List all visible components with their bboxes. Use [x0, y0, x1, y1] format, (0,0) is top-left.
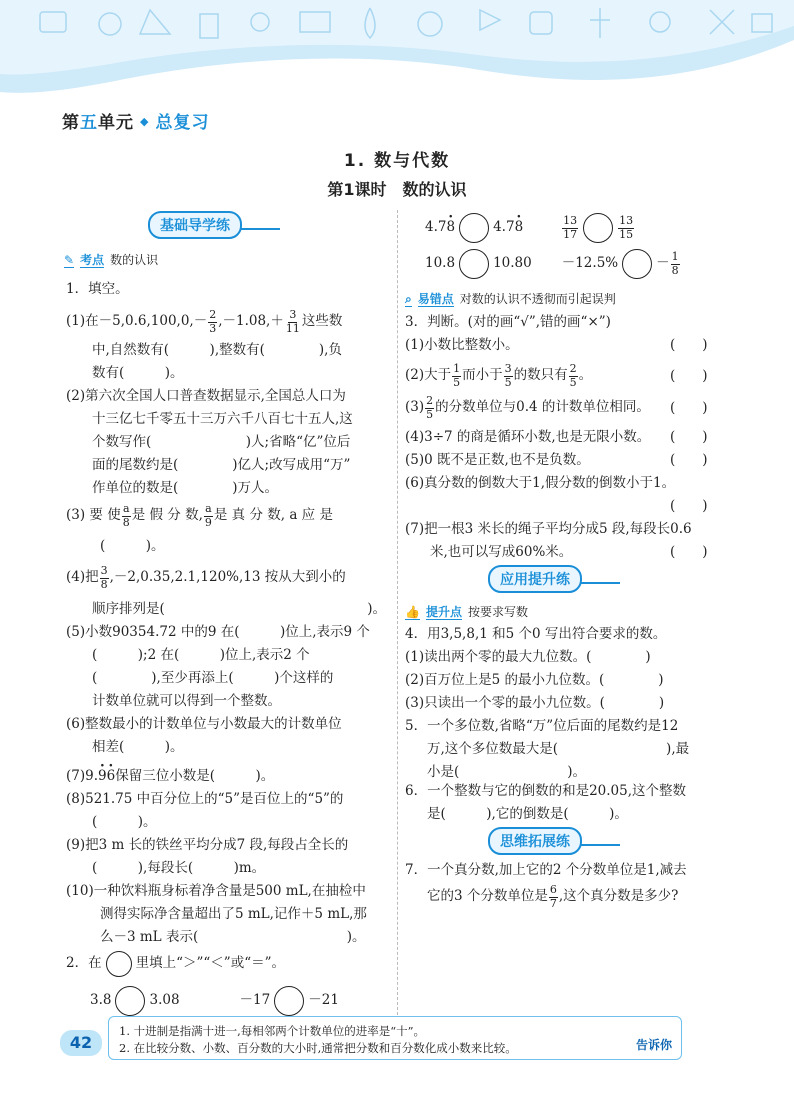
- numerator: 1: [453, 362, 461, 376]
- q1-part3-line2: ( )。: [100, 538, 165, 554]
- q1-part10-line3: 么－3 mL 表示( )。: [100, 929, 366, 945]
- compare-right: 10.80: [493, 255, 532, 272]
- text: 是 假 分 数,: [131, 507, 203, 524]
- column-divider: [397, 210, 398, 1015]
- tag-key: 易错点: [417, 292, 454, 306]
- q1-part9-line2: ( ),每段长( )m。: [92, 860, 266, 876]
- answer-circle[interactable]: [274, 986, 304, 1016]
- judge-3-paren[interactable]: ( ): [670, 400, 708, 416]
- judge-3: [405, 394, 650, 422]
- banner-apply-label: 应用提升练: [488, 565, 582, 593]
- text: 这些数: [301, 313, 343, 330]
- numerator: a: [122, 502, 130, 516]
- fraction: [452, 363, 461, 388]
- denominator: 17: [563, 227, 578, 241]
- compare-right: 3.08: [149, 992, 180, 1009]
- text: 保留三位小数是( )。: [115, 768, 275, 784]
- text: 2．在: [66, 955, 102, 972]
- unit-heading: [62, 108, 209, 133]
- judge-4: (4)3÷7 的商是循环小数,也是无限小数。: [405, 429, 651, 445]
- numerator: 3: [504, 362, 512, 376]
- unit-prefix: 第: [62, 113, 80, 133]
- q1-part5-line4: 计数单位就可以得到一个整数。: [92, 693, 281, 709]
- judge-6: (6)真分数的倒数大于1,假分数的倒数小于1。: [405, 475, 676, 491]
- banner-tail: [240, 220, 280, 230]
- page-number: 42: [60, 1030, 102, 1056]
- q1-part9-line1: (9)把3 m 长的铁丝平均分成7 段,每段占全长的: [66, 837, 349, 853]
- repeating-digit: 8 ·: [515, 221, 524, 235]
- denominator: 5: [453, 375, 461, 389]
- judge-4-paren[interactable]: ( ): [670, 429, 708, 445]
- question-7-line1: 7．一个真分数,加上它的2 个分数单位是1,减去: [405, 862, 687, 878]
- answer-circle[interactable]: [583, 213, 613, 243]
- tag-text: 按要求写数: [467, 605, 528, 619]
- judge-5-paren[interactable]: ( ): [670, 452, 708, 468]
- text: 的数只有: [513, 367, 568, 384]
- fraction: [671, 251, 680, 276]
- minus-sign: －: [656, 255, 670, 272]
- numerator: 13: [619, 214, 634, 228]
- q1-part5-line2: ( );2 在( )位上,表示2 个: [92, 647, 310, 663]
- answer-circle[interactable]: [622, 249, 652, 279]
- text: (7)9.: [66, 768, 99, 784]
- unit-subtitle: 总复习: [155, 113, 210, 133]
- compare-row-4: [425, 248, 681, 280]
- q1-part3-line1: [66, 502, 333, 530]
- text: 它的3 个分数单位是: [427, 888, 548, 905]
- header-decoration: [0, 0, 794, 108]
- judge-7-line2: 米,也可以写成60%米。: [430, 544, 573, 560]
- tell-you-label: 告诉你: [636, 1038, 673, 1052]
- denominator: 7: [549, 896, 557, 910]
- repeating-digit: 9 ·: [98, 770, 107, 784]
- question-5-line2: 万,这个多位数最大是( ),最: [427, 741, 690, 757]
- q4-part1: (1)读出两个零的最大九位数。( ): [405, 649, 651, 665]
- compare-left: 10.8: [425, 255, 456, 272]
- q1-part10-line2: 测得实际净含量超出了5 mL,记作＋5 mL,那: [100, 906, 367, 922]
- fraction: [122, 503, 131, 528]
- tag-tisheng: [405, 603, 528, 620]
- text: (1)在－5,0.6,100,0,－: [66, 313, 208, 330]
- q1-part7: [66, 770, 274, 784]
- compare-right: －21: [308, 992, 339, 1009]
- text: 的分数单位与0.4 的计数单位相同。: [435, 399, 650, 416]
- banner-basic: [148, 212, 280, 238]
- numerator: a: [205, 502, 212, 516]
- denominator: 11: [285, 321, 300, 335]
- question-5-line1: 5．一个多位数,省略“万”位后面的尾数约是12: [405, 718, 679, 734]
- tag-key: 提升点: [425, 605, 462, 619]
- diamond-icon: ◆: [140, 115, 150, 128]
- tip-1: 1. 十进制是指满十进一,每相邻两个计数单位的进率是“十”。: [119, 1024, 426, 1038]
- denominator: 5: [504, 375, 512, 389]
- judge-1: (1)小数比整数小。: [405, 337, 519, 353]
- compare-left: －17: [239, 992, 271, 1009]
- question-2: [66, 950, 285, 978]
- q1-part2-line4: 面的尾数约是( )亿人;改写成用“万”: [92, 457, 351, 473]
- judge-2-paren[interactable]: ( ): [670, 368, 708, 384]
- numerator: 2: [209, 308, 217, 322]
- compare-right: 4.7: [493, 219, 515, 236]
- text: (4)把: [66, 569, 99, 586]
- fraction: [569, 363, 578, 388]
- judge-7-line1: (7)把一根3 米长的绳子平均分成5 段,每段长0.6: [405, 521, 692, 537]
- judge-5: (5)0 既不是正数,也不是负数。: [405, 452, 590, 468]
- question-6-line1: 6．一个整数与它的倒数的和是20.05,这个整数: [405, 783, 687, 799]
- numerator: 2: [569, 362, 577, 376]
- fraction: [504, 363, 513, 388]
- thumbs-up-icon: 👍: [405, 605, 420, 619]
- q1-part8-line2: ( )。: [92, 814, 157, 830]
- fraction: [549, 884, 558, 909]
- fraction: [208, 309, 217, 334]
- text: 而小于: [462, 367, 503, 384]
- q1-part1-line3: 数有( )。: [92, 365, 184, 381]
- denominator: 3: [209, 321, 217, 335]
- compare-row-1: [90, 986, 339, 1016]
- question-7-line2: [427, 882, 678, 912]
- header-wave-graphic: [0, 0, 794, 108]
- fraction: [285, 309, 301, 334]
- text: ,－1.08,＋: [218, 313, 284, 330]
- q1-part5-line3: ( ),至少再添上( )个这样的: [92, 670, 334, 686]
- q1-part2-line1: (2)第六次全国人口普查数据显示,全国总人口为: [66, 388, 346, 404]
- numerator: 2: [426, 394, 434, 408]
- unit-number: 五: [80, 113, 98, 133]
- fraction: [618, 215, 634, 240]
- text: ,－2,0.35,2.1,120%,13 按从大到小的: [109, 569, 346, 586]
- fraction: [425, 395, 434, 420]
- q1-part6-line2: 相差( )。: [92, 739, 184, 755]
- question-6-line2: 是( ),它的倒数是( )。: [427, 806, 628, 822]
- denominator: 8: [122, 515, 130, 529]
- denominator: 9: [204, 515, 212, 529]
- q4-part3: (3)只读出一个零的最小九位数。( ): [405, 695, 665, 711]
- q1-part1-line1: [66, 308, 342, 336]
- answer-circle[interactable]: [459, 249, 489, 279]
- tag-yicuo: [405, 290, 616, 307]
- tip-2: 2. 在比较分数、小数、百分数的大小时,通常把分数和百分数化成小数来比较。: [119, 1041, 517, 1055]
- compare-left: －12.5%: [561, 255, 619, 272]
- q1-part2-line2: 十三亿七千零五十三万六千八百七十五人,这: [92, 411, 353, 427]
- denominator: 5: [426, 407, 434, 421]
- q4-part2: (2)百万位上是5 的最小九位数。( ): [405, 672, 664, 688]
- q1-part6-line1: (6)整数最小的计数单位与小数最大的计数单位: [66, 716, 342, 732]
- answer-circle[interactable]: [459, 213, 489, 243]
- denominator: 8: [671, 263, 679, 277]
- q1-part10-line1: (10)一种饮料瓶身标着净含量是500 mL,在抽检中: [66, 883, 366, 899]
- numerator: 3: [100, 564, 108, 578]
- tag-kaodian: [64, 251, 158, 268]
- tips-box: [108, 1016, 682, 1060]
- tag-text: 数的认识: [110, 253, 159, 267]
- numerator: 13: [563, 214, 578, 228]
- answer-circle[interactable]: [115, 986, 145, 1016]
- banner-tail: [580, 836, 620, 846]
- compare-left: 4.7: [425, 219, 447, 236]
- q1-part2-line3: 个数写作( )人;省略“亿”位后: [92, 434, 351, 450]
- judge-7-paren[interactable]: ( ): [670, 544, 708, 560]
- unit-suffix: 单元: [98, 113, 134, 133]
- answer-circle[interactable]: [106, 951, 132, 977]
- banner-think-label: 思维拓展练: [488, 827, 582, 855]
- q1-part4-line1: [66, 564, 346, 592]
- text: (3) 要 使: [66, 507, 121, 524]
- numerator: 1: [671, 250, 679, 264]
- question-5-line3: 小是( )。: [427, 764, 587, 780]
- section-title: 1. 数与代数: [343, 151, 451, 171]
- q1-part1-line2: 中,自然数有( ),整数有( ),负: [92, 342, 342, 358]
- banner-apply: [488, 566, 620, 592]
- tag-text: 对数的认识不透彻而引起误判: [459, 292, 616, 306]
- repeating-digit: 6 ·: [107, 770, 116, 784]
- fraction: [204, 503, 213, 528]
- q1-part8-line1: (8)521.75 中百分位上的“5”是百位上的“5”的: [66, 791, 344, 807]
- banner-think: [488, 828, 620, 854]
- denominator: 15: [619, 227, 634, 241]
- tag-key: 考点: [80, 253, 105, 267]
- fraction: [100, 565, 109, 590]
- compare-left: 3.8: [90, 992, 112, 1009]
- denominator: 8: [100, 577, 108, 591]
- fraction: [562, 215, 578, 240]
- q1-part5-line1: (5)小数90354.72 中的9 在( )位上,表示9 个: [66, 624, 370, 640]
- text: (3): [405, 399, 425, 416]
- question-1: 1．填空。: [66, 281, 129, 297]
- denominator: 5: [569, 375, 577, 389]
- text: ,这个真分数是多少?: [558, 888, 679, 905]
- text: (2)大于: [405, 367, 452, 384]
- question-4: 4．用3,5,8,1 和5 个0 写出符合要求的数。: [405, 626, 667, 642]
- q1-part2-line5: 作单位的数是( )万人。: [92, 480, 279, 496]
- pencil-icon: ✎: [64, 253, 75, 267]
- compare-row-3: [425, 212, 635, 244]
- banner-tail: [580, 574, 620, 584]
- banner-basic-label: 基础导学练: [148, 211, 242, 239]
- repeating-digit: 8 ·: [446, 221, 455, 235]
- q1-part4-line2: 顺序排列是( )。: [92, 601, 387, 617]
- search-icon: ⌕: [405, 292, 412, 306]
- lesson-title: 第1课时 数的认识: [327, 180, 467, 199]
- text: 。: [578, 367, 593, 384]
- numerator: 3: [289, 308, 297, 322]
- judge-1-paren[interactable]: ( ): [670, 337, 708, 353]
- question-3: 3．判断。(对的画“√”,错的画“×”): [405, 314, 611, 330]
- text: 里填上“＞”“＜”或“＝”。: [135, 955, 286, 972]
- judge-6-paren[interactable]: ( ): [670, 498, 708, 514]
- text: 是 真 分 数, a 应 是: [213, 507, 333, 524]
- numerator: 6: [549, 883, 557, 897]
- judge-2: [405, 362, 592, 390]
